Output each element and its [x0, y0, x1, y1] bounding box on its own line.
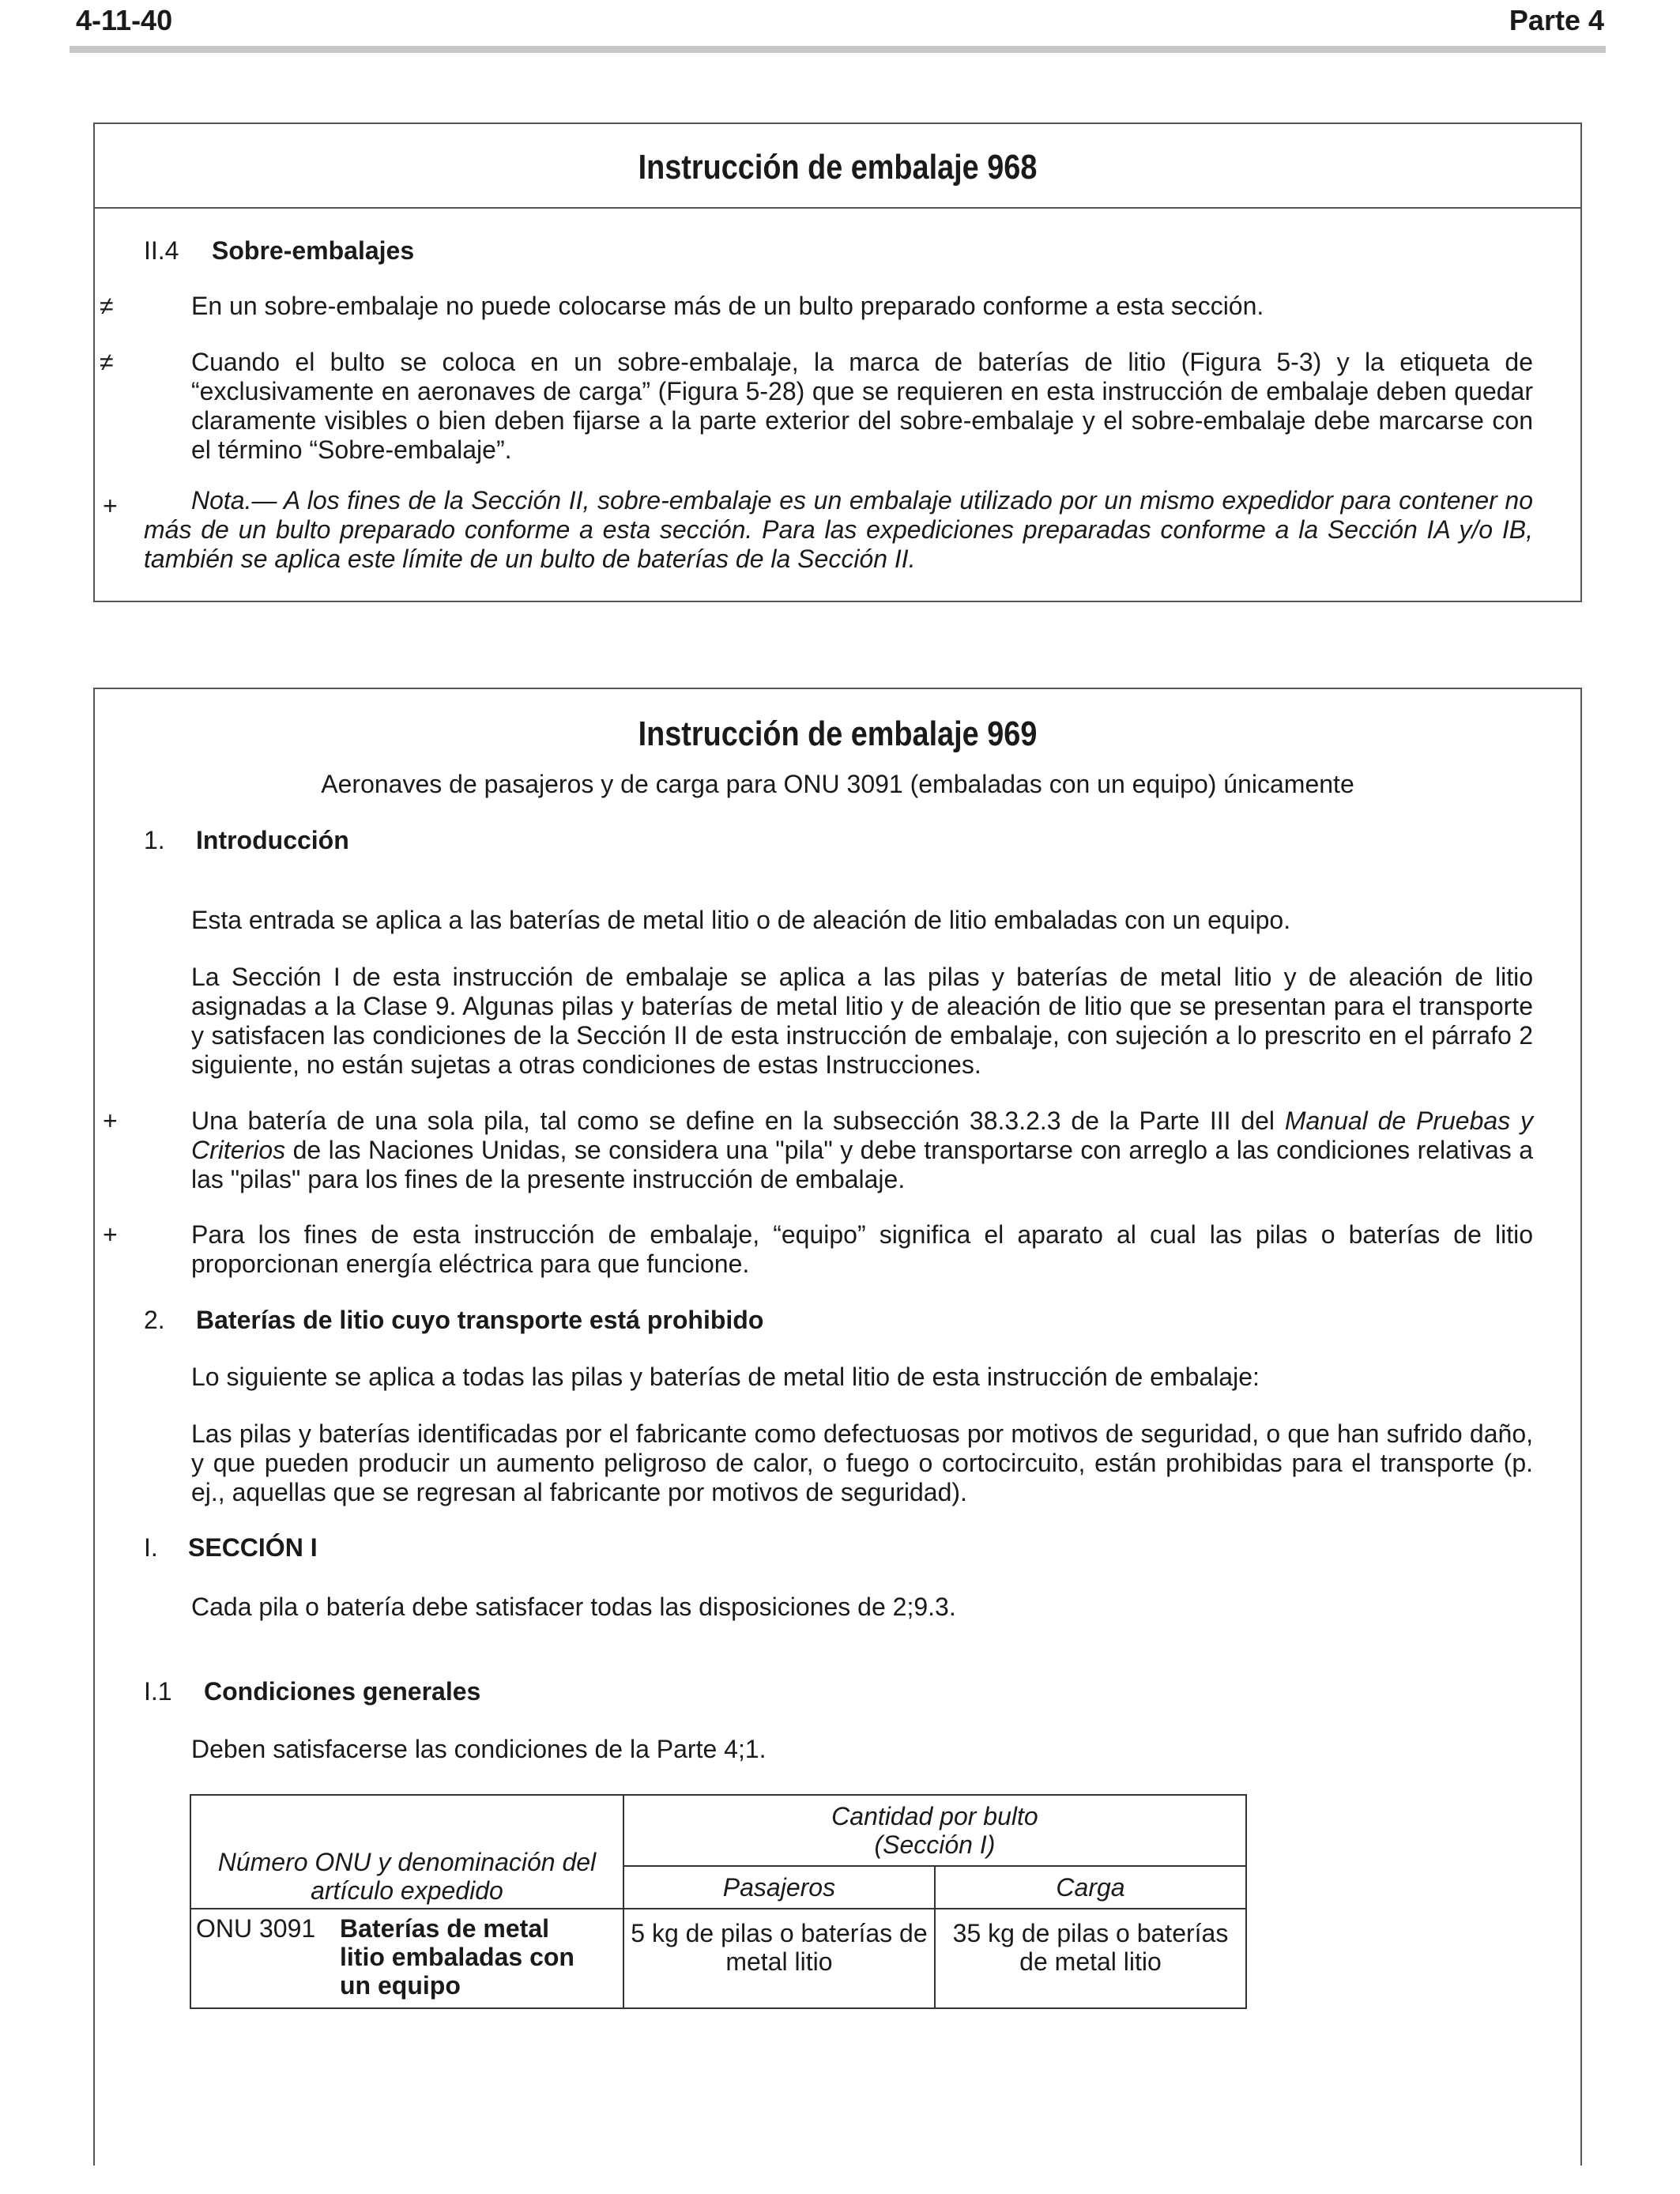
section-1-title: Introducción	[196, 826, 349, 854]
col-cargo-header: Carga	[935, 1866, 1246, 1909]
pi969-section-1-heading	[144, 826, 349, 855]
quantity-group-header-line-2: (Sección I)	[874, 1830, 996, 1859]
page-number: 4-11-40	[76, 4, 173, 36]
paragraph-3-text-a: Una batería de una sola pila, tal como se define en la subsección 38.3.2.3 de la Parte III del	[191, 1106, 1285, 1135]
un-entry-cell	[190, 1909, 623, 2008]
section-2-number: 2.	[144, 1306, 165, 1334]
pi968-paragraph-1: En un sobre-embalaje no puede colocarse más de un bulto preparado conforme a esta sección.	[191, 292, 1264, 320]
quantity-group-header	[623, 1795, 1246, 1866]
header-rule	[70, 46, 1606, 53]
section-1-paragraph-1: Esta entrada se aplica a las baterías de metal litio o de aleación de litio embaladas con un equipo.	[191, 906, 1291, 934]
section-1-paragraph-3	[191, 1106, 1533, 1194]
section-I-paragraph: Cada pila o batería debe satisfacer todas las disposiciones de 2;9.3.	[191, 1593, 956, 1621]
proper-shipping-name: Baterías de metal litio embaladas con un equipo	[340, 1914, 574, 2000]
pi969-title: Instrucción de embalaje 969	[638, 714, 1038, 753]
pi968-title: Instrucción de embalaje 968	[638, 148, 1038, 187]
section-1-number: 1.	[144, 826, 165, 854]
change-mark-not-equal: ≠	[100, 348, 114, 376]
pi968-title-separator	[95, 207, 1580, 209]
change-mark-plus: +	[103, 1106, 118, 1135]
section-2-paragraph-2: Las pilas y baterías identificadas por el fabricante como defectuosas por motivos de seguridad, o que han sufrido daño, y que pueden producir un aumento peligroso de calor, o fuego o cortocircuito, están prohibidas para el transporte (p. ej., aquellas que se regresan al fabricante por motivos de seguridad).	[191, 1419, 1533, 1506]
pi968-section-heading	[144, 236, 414, 266]
change-mark-plus: +	[103, 1220, 118, 1249]
packing-instruction-968-box	[93, 123, 1582, 602]
un-manual-title: Manual de Pruebas y Criterios	[191, 1106, 1534, 1164]
section-I1-heading	[144, 1677, 480, 1706]
pi968-paragraph-2: Cuando el bulto se coloca en un sobre-embalaje, la marca de baterías de litio (Figura 5-3) y la etiqueta de “exclusivamente en aeronaves de carga” (Figura 5-28) que se requieren en esta instrucción de embalaje deben quedar claramente visibles o bien deben fijarse a la parte exterior del sobre-embalaje y el sobre-embalaje debe marcarse con el término “Sobre-embalaje”.	[191, 348, 1533, 464]
passenger-quantity: 5 kg de pilas o baterías de metal litio	[623, 1909, 935, 2008]
change-mark-not-equal: ≠	[100, 292, 114, 320]
table-row	[190, 1909, 1246, 2008]
section-1-paragraph-2: La Sección I de esta instrucción de embalaje se aplica a las pilas y baterías de metal litio y de aleación de litio asignadas a la Clase 9. Algunas pilas y baterías de metal litio y de aleación de litio que se presentan para el transporte y satisfacen las condiciones de la Sección II de esta instrucción de embalaje, con sujeción a lo prescrito en el párrafo 2 siguiente, no están sujetas a otras condiciones de estas Instrucciones.	[191, 963, 1533, 1079]
section-I-title: SECCIÓN I	[188, 1533, 318, 1562]
section-I1-title: Condiciones generales	[204, 1677, 481, 1706]
quantity-table	[190, 1794, 1247, 2009]
part-label: Parte 4	[1509, 4, 1604, 36]
cargo-quantity: 35 kg de pilas o baterías de metal litio	[935, 1909, 1246, 2008]
section-I1-paragraph: Deben satisfacerse las condiciones de la Parte 4;1.	[191, 1735, 767, 1763]
col-un-name-header: Número ONU y denominación del artículo expedido	[190, 1795, 623, 1909]
section-2-paragraph-1: Lo siguiente se aplica a todas las pilas y baterías de metal litio de esta instrucción de embalaje:	[191, 1363, 1260, 1391]
quantity-group-header-line-1: Cantidad por bulto	[831, 1802, 1038, 1830]
table-header-row	[190, 1795, 1246, 1866]
col-passengers-header: Pasajeros	[623, 1866, 935, 1909]
change-mark-plus: +	[103, 492, 118, 520]
pi968-section-number: II.4	[144, 236, 179, 265]
pi968-note: Nota.— A los fines de la Sección II, sobre-embalaje es un embalaje utilizado por un mismo expedidor para contener no más de un bulto preparado conforme a esta sección. Para las expediciones preparadas conforme a la Sección IA y/o IB, también se aplica este límite de un bulto de baterías de la Sección II.	[144, 486, 1533, 573]
pi968-section-title: Sobre-embalajes	[212, 236, 415, 265]
section-1-paragraph-4: Para los fines de esta instrucción de embalaje, “equipo” significa el aparato al cual las pilas o baterías de litio proporcionan energía eléctrica para que funcione.	[191, 1220, 1533, 1278]
section-I-number: I.	[144, 1533, 158, 1562]
section-2-title: Baterías de litio cuyo transporte está prohibido	[196, 1306, 764, 1334]
section-I-heading	[144, 1533, 318, 1563]
pi969-section-2-heading	[144, 1306, 763, 1335]
section-I1-number: I.1	[144, 1677, 172, 1706]
pi969-subtitle: Aeronaves de pasajeros y de carga para ONU 3091 (embaladas con un equipo) únicamente	[321, 770, 1354, 798]
un-number: ONU 3091	[196, 1914, 316, 1943]
paragraph-3-text-b: de las Naciones Unidas, se considera una "pila" y debe transportarse con arreglo a las condiciones relativas a las "pilas" para los fines de la presente instrucción de embalaje.	[191, 1136, 1533, 1193]
